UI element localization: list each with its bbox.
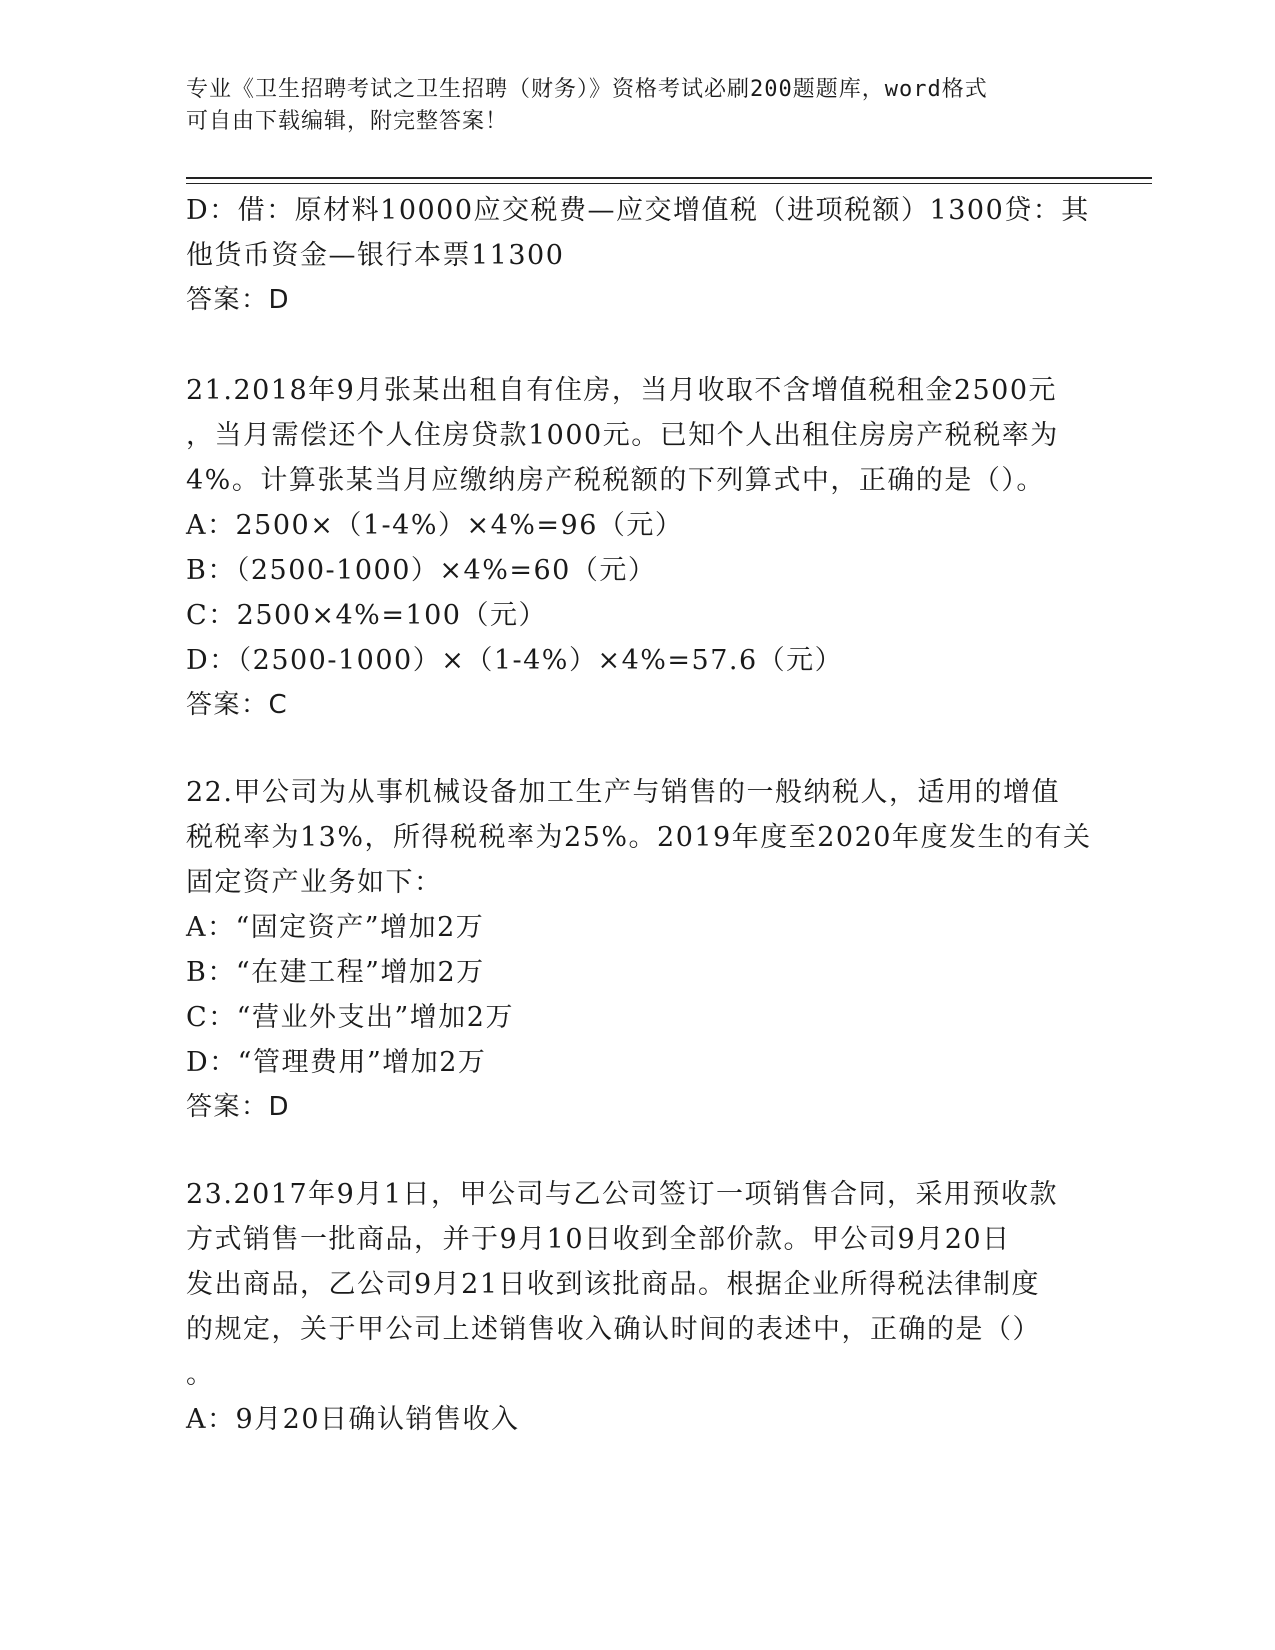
- question-stem-line: 发出商品，乙公司9月21日收到该批商品。根据企业所得税法律制度: [186, 1269, 1041, 1300]
- option-d: D：（2500-1000）×（1-4%）×4%=57.6（元）: [186, 645, 844, 676]
- answer-line: 答案：C: [186, 690, 289, 720]
- previous-question-tail: [186, 188, 1090, 323]
- question-stem-line: 方式销售一批商品，并于9月10日收到全部价款。甲公司9月20日: [186, 1224, 1011, 1255]
- option-d-line-1: D：借：原材料10000应交税费—应交增值税（进项税额）1300贷：其: [186, 195, 1090, 226]
- question-stem-line: 23.2017年9月1日，甲公司与乙公司签订一项销售合同，采用预收款: [186, 1179, 1059, 1210]
- option-d: D：“管理费用”增加2万: [186, 1047, 487, 1078]
- question-stem-line: 固定资产业务如下：: [186, 867, 443, 898]
- page-header: [186, 74, 1066, 138]
- question-stem-line: 的规定，关于甲公司上述销售收入确认时间的表述中，正确的是（）: [186, 1314, 1041, 1345]
- question-stem-line: 。: [186, 1359, 215, 1390]
- option-b: B：“在建工程”增加2万: [186, 957, 485, 988]
- document-body: [186, 188, 1092, 1442]
- option-a: A：“固定资产”增加2万: [186, 912, 485, 943]
- header-line-2: 可自由下载编辑，附完整答案！: [186, 109, 509, 134]
- question-stem-line: 22.甲公司为从事机械设备加工生产与销售的一般纳税人，适用的增值: [186, 777, 1060, 808]
- header-divider-thin: [186, 183, 1152, 184]
- question-23: [186, 1172, 1086, 1442]
- option-b: B：（2500-1000）×4%=60（元）: [186, 555, 657, 586]
- option-a: A：9月20日确认销售收入: [186, 1404, 520, 1435]
- answer-line: 答案：D: [186, 1092, 291, 1122]
- question-stem-line: ，当月需偿还个人住房贷款1000元。已知个人出租住房房产税税率为: [186, 420, 1059, 451]
- answer-line: 答案：D: [186, 285, 291, 315]
- header-line-1: 专业《卫生招聘考试之卫生招聘（财务）》资格考试必刷200题题库，word格式: [186, 77, 988, 102]
- option-d-line-2: 他货币资金—银行本票11300: [186, 240, 565, 271]
- option-c: C：2500×4%=100（元）: [186, 600, 547, 631]
- question-21: [186, 368, 1086, 728]
- question-stem-line: 21.2018年9月张某出租自有住房，当月收取不含增值税租金2500元: [186, 375, 1058, 406]
- question-22: [186, 770, 1092, 1130]
- option-a: A：2500×（1-4%）×4%=96（元）: [186, 510, 684, 541]
- header-divider-thick: [186, 177, 1152, 179]
- option-c: C：“营业外支出”增加2万: [186, 1002, 514, 1033]
- question-stem-line: 税税率为13%，所得税税率为25%。2019年度至2020年度发生的有关: [186, 822, 1092, 853]
- question-stem-line: 4%。计算张某当月应缴纳房产税税额的下列算式中，正确的是（）。: [186, 465, 1045, 496]
